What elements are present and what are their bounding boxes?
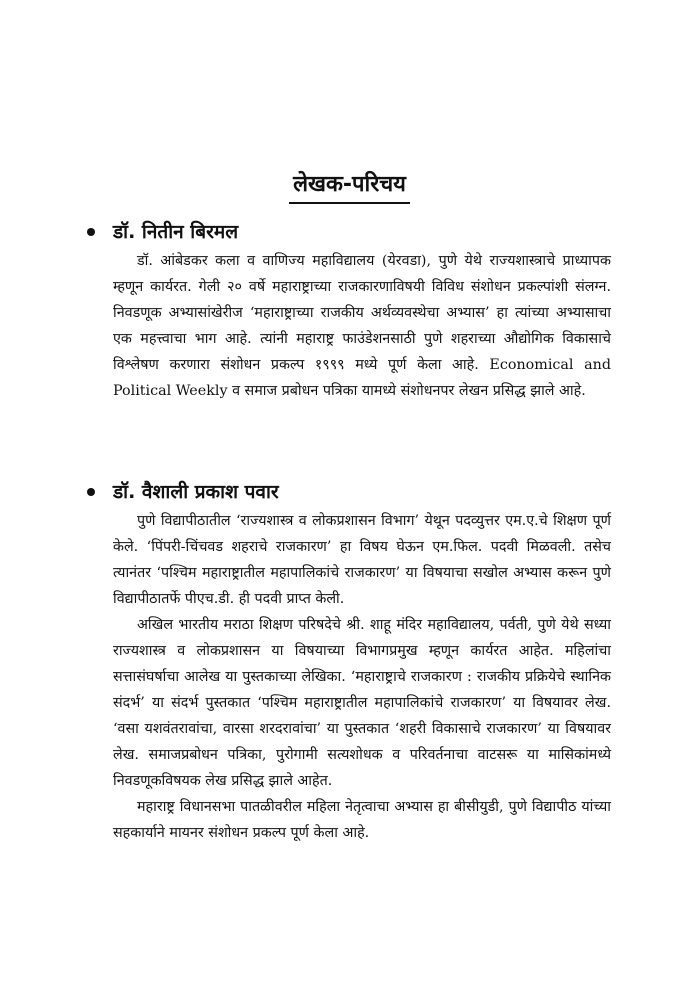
author-bio-paragraph: डॉ. आंबेडकर कला व वाणिज्य महाविद्यालय (येरवडा), पुणे येथे राज्यशास्त्राचे प्राध्यापक म्हणून कार्यरत. गेली २० वर्षे महाराष्ट्राच्या राजकारणाविषयी विविध संशोधन प्रकल्पांशी संलग्न. निवडणूक अभ्यासांखेरीज ‘महाराष्ट्राच्या राजकीय अर्थव्यवस्थेचा अभ्यास’ हा त्यांच्या अभ्यासाचा एक महत्त्वाचा भाग आहे. त्यांनी महाराष्ट्र फाउंडेशनसाठी पुणे शहराच्या औद्योगिक विकासाचे विश्लेषण करणारा संशोधन प्रकल्प १९९९ मध्ये पूर्ण केला आहे. Economical and Political Weekly व समाज प्रबोधन पत्रिका यामध्ये संशोधनपर लेखन प्रसिद्ध झाले आहे. — [113, 253, 611, 399]
author-section-birmal — [113, 218, 611, 404]
author-bio-paragraph: महाराष्ट्र विधानसभा पातळीवरील महिला नेतृत्वाचा अभ्यास हा बीसीयुडी, पुणे विद्यापीठ यांच्या सहकार्याने मायनर संशोधन प्रकल्प पूर्ण केला आहे. — [113, 799, 611, 841]
author-heading — [113, 218, 611, 248]
page-title-text: लेखक-परिचय — [289, 168, 410, 204]
author-bio-paragraph: अखिल भारतीय मराठा शिक्षण परिषदेचे श्री. शाहू मंदिर महाविद्यालय, पर्वती, पुणे येथे सध्या राज्यशास्त्र व लोकप्रशासन या विषयाच्या विभागप्रमुख म्हणून कार्यरत आहेत. महिलांचा सत्तासंघर्षाचा आलेख या पुस्तकाच्या लेखिका. ‘महाराष्ट्राचे राजकारण : राजकीय प्रक्रियेचे स्थानिक संदर्भ’ या संदर्भ पुस्तकात ‘पश्चिम महाराष्ट्रातील महापालिकांचे राजकारण’ या विषयावर लेख. ‘वसा यशवंतरावांचा, वारसा शरदरावांचा’ या पुस्तकात ‘शहरी विकासाचे राजकारण’ या विषयावर लेख. समाजप्रबोधन पत्रिका, पुरोगामी सत्यशोधक व परिवर्तनाचा वाटसरू या मासिकांमध्ये निवडणूकविषयक लेख प्रसिद्ध झाले आहेत. — [113, 617, 611, 789]
page-title — [0, 168, 699, 204]
author-name: डॉ. नितीन बिरमल — [113, 221, 239, 243]
author-name: डॉ. वैशाली प्रकाश पवार — [113, 481, 279, 503]
bullet-icon — [87, 488, 95, 496]
author-heading — [113, 478, 611, 508]
author-section-pawar — [113, 478, 611, 846]
bullet-icon — [87, 228, 95, 236]
author-bio-paragraph: पुणे विद्यापीठातील ‘राज्यशास्त्र व लोकप्रशासन विभाग’ येथून पदव्युत्तर एम.ए.चे शिक्षण पूर्ण केले. ‘पिंपरी-चिंचवड शहराचे राजकारण’ हा विषय घेऊन एम.फिल. पदवी मिळवली. तसेच त्यानंतर ‘पश्चिम महाराष्ट्रातील महापालिकांचे राजकारण’ या विषयाचा सखोल अभ्यास करून पुणे विद्यापीठातर्फे पीएच.डी. ही पदवी प्राप्त केली. — [113, 513, 611, 607]
